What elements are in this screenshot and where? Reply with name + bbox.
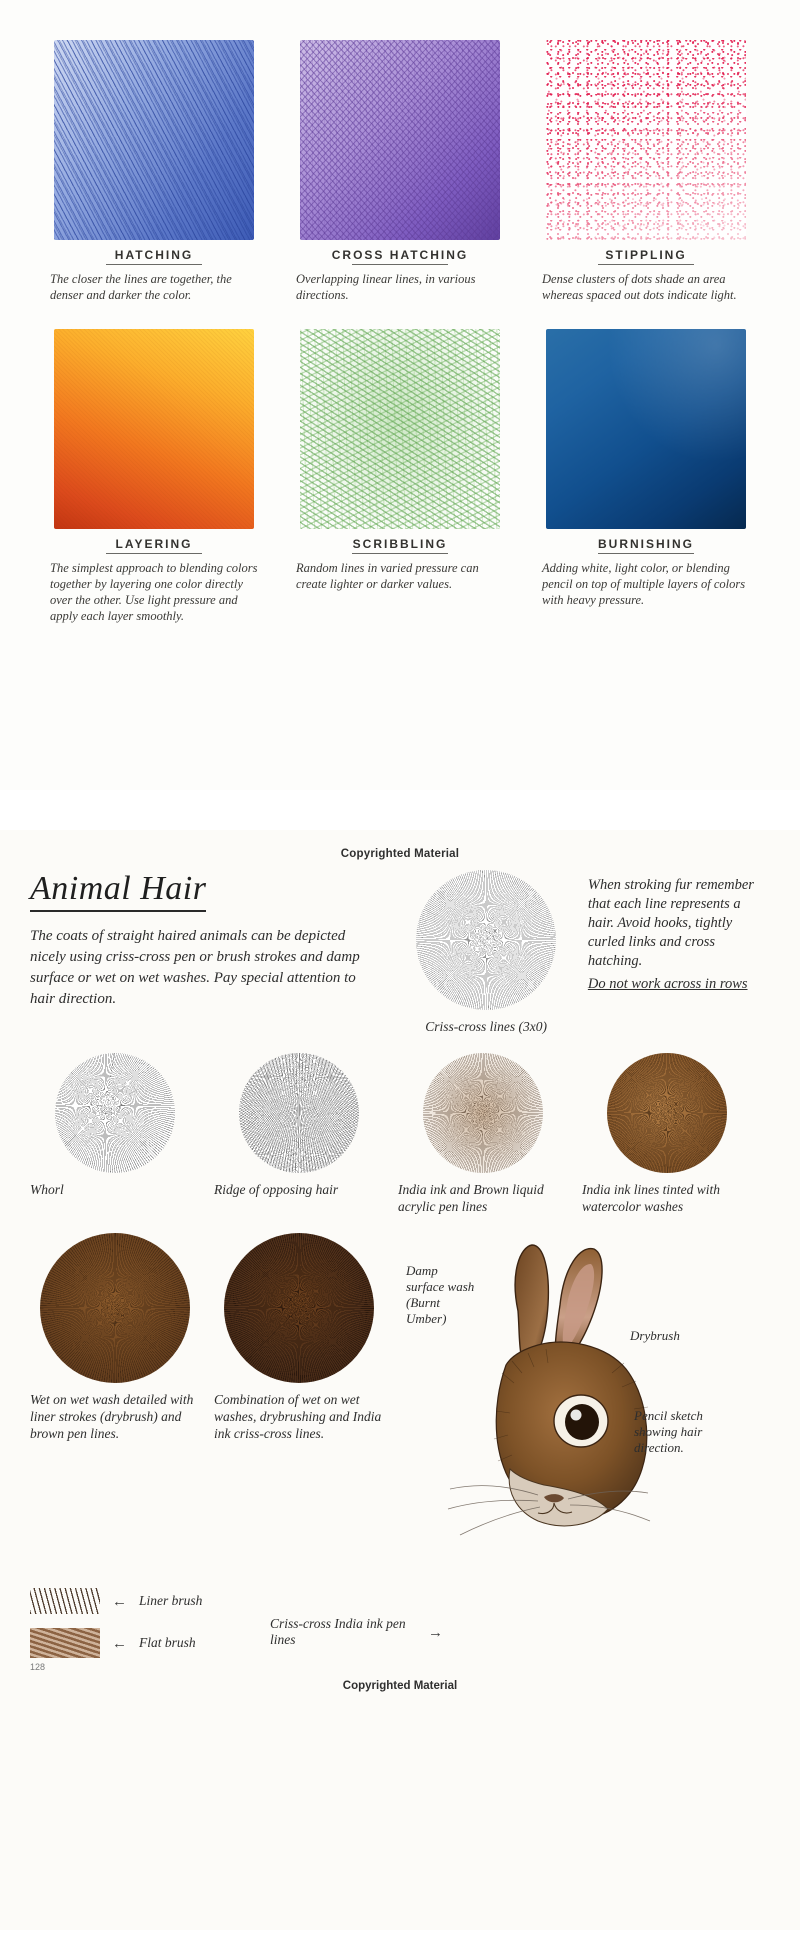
swatch-title-cross-hatching: CROSS HATCHING (286, 248, 514, 265)
swatch-sample-layering (54, 329, 254, 529)
brush-row-flat (30, 1628, 260, 1658)
fur-cell-ridge (214, 1053, 384, 1198)
fur-sample-wet-on-wet (40, 1233, 190, 1383)
swatch-sample-burnishing (546, 329, 746, 529)
fur-stroke-note-text: When stroking fur remember that each line represents a hair. Avoid hooks, tightly curled links and cross hatching. (587, 877, 754, 969)
swatch-title-hatching: HATCHING (40, 248, 268, 265)
annotation-damp-surface-wash: Damp surface wash (Burnt Umber) (406, 1263, 475, 1326)
arrow-icon-liner: ← (112, 1592, 127, 1610)
brush-row-liner (30, 1588, 260, 1614)
fur-cell-whorl (30, 1053, 200, 1198)
swatch-description-stippling: Dense clusters of dots shade an area whereas spaced out dots indicate light. (542, 272, 737, 302)
caption-wet-on-wet: Wet on wet wash detailed with liner strokes (drybrush) and brown pen lines. (30, 1392, 194, 1441)
swatch-cell-scribbling (286, 329, 514, 624)
swatch-description-hatching: The closer the lines are together, the denser and darker the color. (50, 272, 232, 302)
annotation-pencil-sketch: Pencil sketch showing hair direction. (634, 1408, 703, 1455)
brush-sample-row (30, 1574, 770, 1658)
swatch-title-scribbling: SCRIBBLING (286, 537, 514, 554)
fur-sample-row-2 (30, 1053, 770, 1215)
caption-india-brown: India ink and Brown liquid acrylic pen lines (398, 1182, 544, 1214)
label-flat-brush: Flat brush (139, 1635, 196, 1650)
fur-cell-india-brown (398, 1053, 568, 1215)
swatch-cell-layering (40, 329, 268, 624)
caption-ridge: Ridge of opposing hair (214, 1182, 339, 1197)
fur-sample-criss-cross (416, 870, 556, 1010)
criss-cross-demo (402, 870, 569, 1035)
swatch-description-layering: The simplest approach to blending colors together by layering one color directly over the other. Use light pressure and apply each layer smoothly. (50, 561, 258, 623)
copyright-notice-top: Copyrighted Material (340, 848, 460, 860)
fur-stroke-note (588, 870, 770, 994)
fur-sample-ridge (239, 1053, 359, 1173)
swatch-sample-scribbling (300, 329, 500, 529)
swatch-description-burnishing: Adding white, light color, or blending pencil on top of multiple layers of colors with heavy pressure. (542, 561, 746, 607)
arrow-icon-criss-cross: → (428, 1623, 443, 1641)
brush-sample-flat (30, 1628, 100, 1658)
swatch-description-cross-hatching: Overlapping linear lines, in various directions. (296, 272, 476, 302)
fur-cell-combination (214, 1233, 384, 1442)
sheet-separator (0, 790, 800, 830)
brush-sample-liner (30, 1588, 100, 1614)
fur-sample-combination (224, 1233, 374, 1383)
fur-sample-tinted (607, 1053, 727, 1173)
page-footer (30, 1662, 770, 1672)
page-number: 128 (30, 1662, 46, 1672)
intro-paragraph: The coats of straight haired animals can be depicted nicely using criss-cross pen or brush strokes and damp surface or wet on wet washes. Pay special attention to hair direction. (30, 928, 360, 1007)
swatch-title-layering: LAYERING (40, 537, 268, 554)
fur-sample-whorl (55, 1053, 175, 1173)
swatch-cell-hatching (40, 40, 268, 303)
brush-samples (30, 1574, 260, 1658)
swatch-sample-stippling (546, 40, 746, 240)
swatch-title-burnishing: BURNISHING (532, 537, 760, 554)
swatch-title-stippling: STIPPLING (532, 248, 760, 265)
animal-hair-header (30, 870, 770, 1035)
swatch-sample-hatching (54, 40, 254, 240)
rabbit-illustration-block (398, 1233, 728, 1568)
swatch-description-scribbling: Random lines in varied pressure can create lighter or darker values. (296, 561, 479, 591)
caption-criss-cross: Criss-cross lines (3x0) (425, 1019, 548, 1034)
fur-cell-wet-on-wet (30, 1233, 200, 1442)
swatch-cell-burnishing (532, 329, 760, 624)
pencil-technique-sheet (0, 0, 800, 790)
page-title: Animal Hair (30, 870, 206, 912)
label-liner-brush: Liner brush (139, 1593, 203, 1608)
animal-hair-intro-block (30, 870, 384, 1010)
caption-whorl: Whorl (30, 1182, 64, 1197)
copyright-notice-bottom: Copyrighted Material (342, 1680, 458, 1692)
swatch-cell-stippling (532, 40, 760, 303)
annotation-criss-cross-india-ink: Criss-cross India ink pen lines (270, 1616, 406, 1647)
annotation-drybrush: Drybrush (630, 1328, 680, 1343)
fur-cell-tinted (582, 1053, 752, 1215)
fur-stroke-note-emphasis: Do not work across in rows (587, 976, 748, 992)
arrow-icon-flat: ← (112, 1634, 127, 1652)
swatch-cell-cross-hatching (286, 40, 514, 303)
swatch-sample-cross-hatching (300, 40, 500, 240)
caption-tinted: India ink lines tinted with watercolor washes (582, 1182, 720, 1214)
caption-combination: Combination of wet on wet washes, drybrushing and India ink criss-cross lines. (214, 1392, 382, 1441)
swatch-grid (40, 40, 760, 624)
criss-cross-annotation-block (270, 1616, 470, 1658)
fur-sample-india-brown (423, 1053, 543, 1173)
fur-sample-row-3 (30, 1233, 770, 1568)
animal-hair-sheet (0, 830, 800, 1930)
